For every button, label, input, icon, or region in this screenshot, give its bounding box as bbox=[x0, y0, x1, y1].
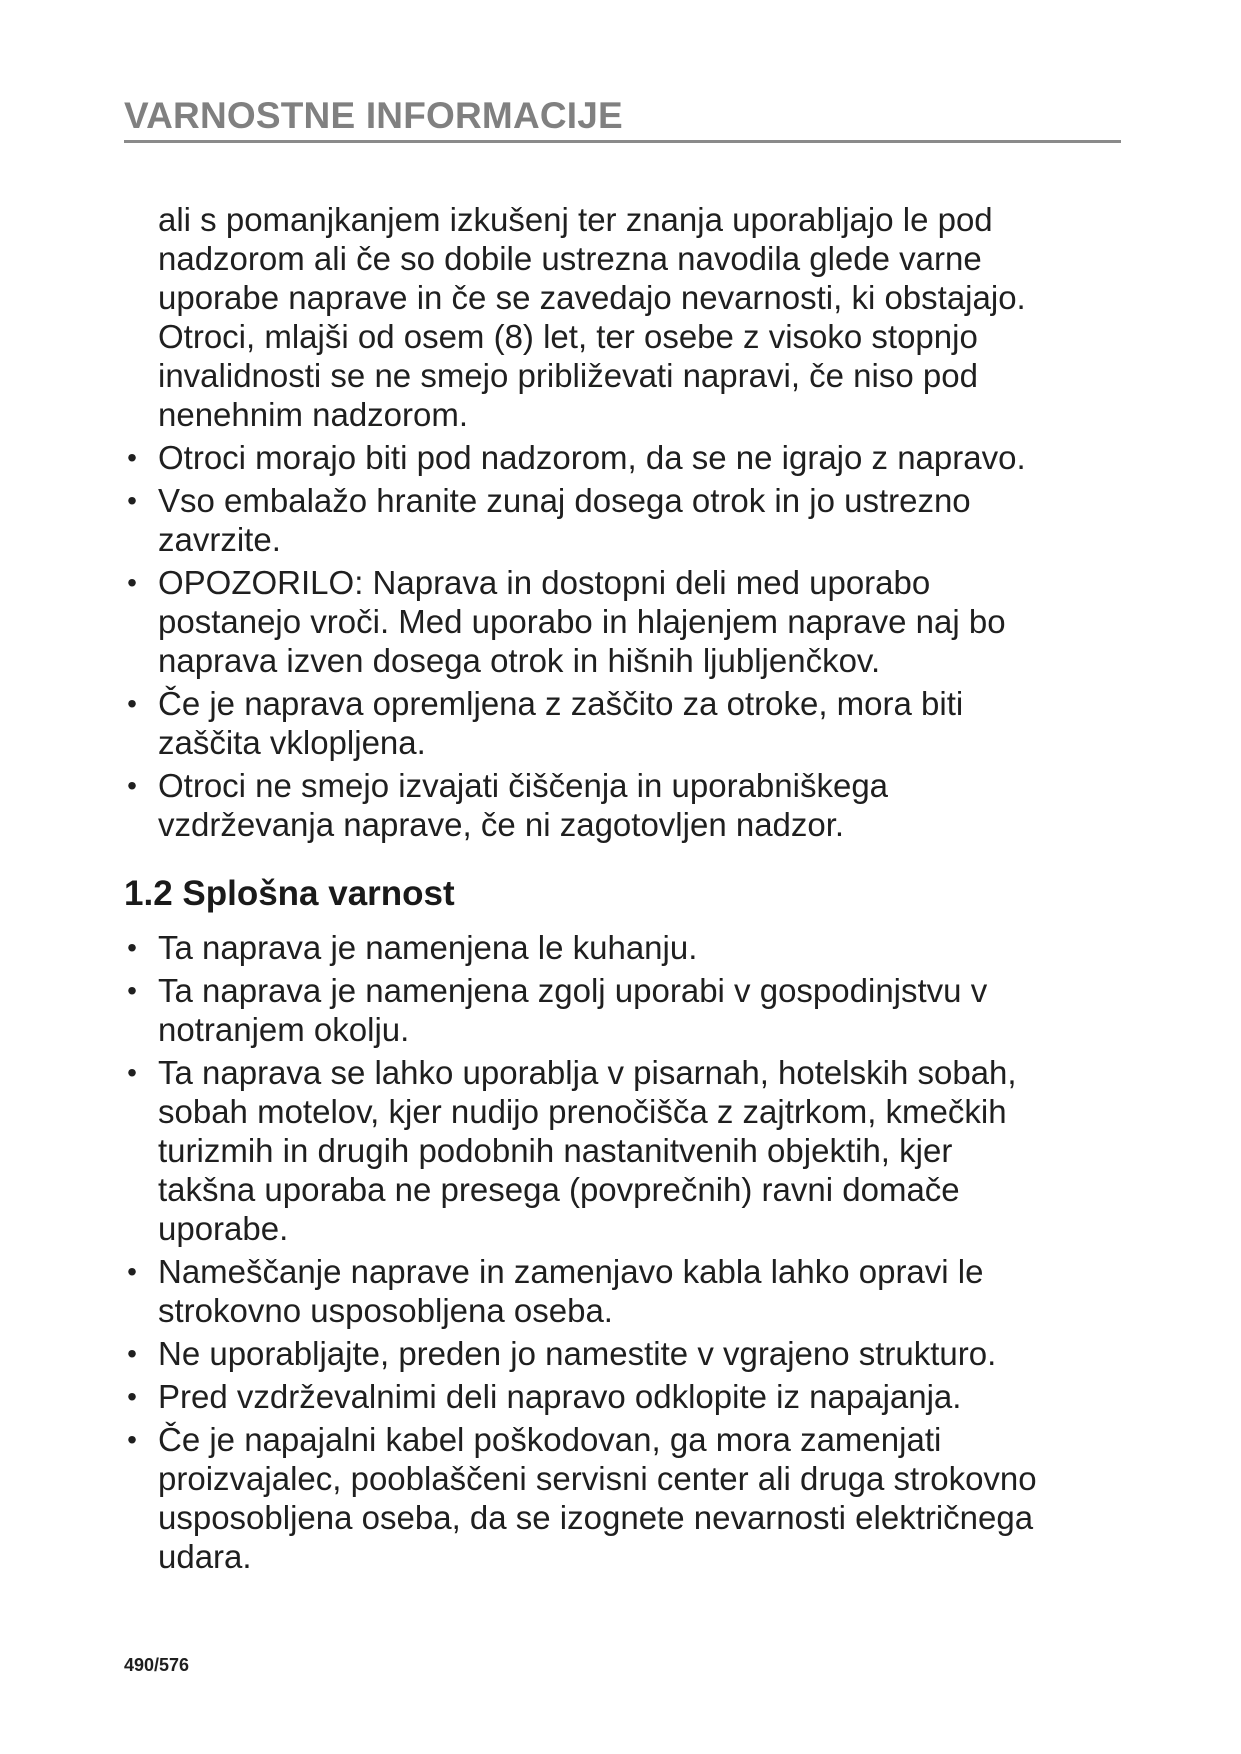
text-line: Ne uporabljajte, preden jo namestite v vgrajeno strukturo. bbox=[158, 1335, 997, 1372]
text-line: Otroci morajo biti pod nadzorom, da se ne igrajo z napravo. bbox=[158, 439, 1026, 476]
header-divider bbox=[124, 140, 1121, 143]
page-header-title: VARNOSTNE INFORMACIJE bbox=[124, 95, 623, 136]
bullet-item bbox=[124, 928, 1134, 967]
bullet-icon: • bbox=[127, 688, 137, 719]
bullet-icon: • bbox=[127, 1338, 137, 1369]
text-line: takšna uporaba ne presega (povprečnih) ravni domače bbox=[158, 1171, 960, 1208]
bullet-item bbox=[124, 684, 1134, 762]
text-line: nadzorom ali če so dobile ustrezna navodila glede varne bbox=[158, 240, 982, 277]
bullet-icon: • bbox=[127, 932, 137, 963]
bullet-item bbox=[124, 1252, 1134, 1330]
text-line: Nameščanje naprave in zamenjavo kabla lahko opravi le bbox=[158, 1253, 984, 1290]
text-line: Otroci ne smejo izvajati čiščenja in uporabniškega bbox=[158, 767, 889, 804]
text-line: zaščita vklopljena. bbox=[158, 724, 426, 761]
text-line: proizvajalec, pooblaščeni servisni center ali druga strokovno bbox=[158, 1460, 1037, 1497]
bullet-icon: • bbox=[127, 485, 137, 516]
text-line: Ta naprava je namenjena le kuhanju. bbox=[158, 929, 698, 966]
bullet-item bbox=[124, 971, 1134, 1049]
bullet-item bbox=[124, 1053, 1134, 1248]
text-line: vzdrževanja naprave, če ni zagotovljen nadzor. bbox=[158, 806, 845, 843]
text-line: sobah motelov, kjer nudijo prenočišča z zajtrkom, kmečkih bbox=[158, 1093, 1007, 1130]
bullet-icon: • bbox=[127, 1057, 137, 1088]
bullet-item bbox=[124, 766, 1134, 844]
bullet-icon: • bbox=[127, 1381, 137, 1412]
bullet-item-warning bbox=[124, 563, 1134, 680]
text-line: udara. bbox=[158, 1538, 252, 1575]
document-body bbox=[124, 200, 1134, 1580]
bullet-icon: • bbox=[127, 770, 137, 801]
text-line: Ta naprava je namenjena zgolj uporabi v gospodinjstvu v bbox=[158, 972, 988, 1009]
text-line: Otroci, mlajši od osem (8) let, ter osebe z visoko stopnjo bbox=[158, 318, 978, 355]
section-heading: 1.2 Splošna varnost bbox=[124, 874, 455, 913]
bullet-icon: • bbox=[127, 975, 137, 1006]
bullet-item bbox=[124, 481, 1134, 559]
text-line: uporabe naprave in če se zavedajo nevarnosti, ki obstajajo. bbox=[158, 279, 1026, 316]
bullet-item bbox=[124, 1420, 1134, 1576]
text-line: naprava izven dosega otrok in hišnih ljubljenčkov. bbox=[158, 642, 881, 679]
bullet-icon: • bbox=[127, 1256, 137, 1287]
text-line: Če je napajalni kabel poškodovan, ga mora zamenjati bbox=[158, 1421, 942, 1458]
text-line: OPOZORILO: Naprava in dostopni deli med uporabo bbox=[158, 564, 931, 601]
continuation-paragraph bbox=[124, 200, 1134, 434]
text-line: notranjem okolju. bbox=[158, 1011, 410, 1048]
text-line: Pred vzdrževalnimi deli napravo odklopite iz napajanja. bbox=[158, 1378, 962, 1415]
text-line: strokovno usposobljena oseba. bbox=[158, 1292, 613, 1329]
page-number: 490/576 bbox=[124, 1655, 190, 1675]
text-line: ali s pomanjkanjem izkušenj ter znanja uporabljajo le pod bbox=[158, 201, 993, 238]
bullet-item bbox=[124, 438, 1134, 477]
text-line: zavrzite. bbox=[158, 521, 281, 558]
bullet-item bbox=[124, 1334, 1134, 1373]
bullet-icon: • bbox=[127, 567, 137, 598]
text-line: invalidnosti se ne smejo približevati napravi, če niso pod bbox=[158, 357, 978, 394]
bullet-icon: • bbox=[127, 442, 137, 473]
text-line: uporabe. bbox=[158, 1210, 289, 1247]
text-line: turizmih in drugih podobnih nastanitvenih objektih, kjer bbox=[158, 1132, 953, 1169]
text-line: Vso embalažo hranite zunaj dosega otrok in jo ustrezno bbox=[158, 482, 971, 519]
text-line: Ta naprava se lahko uporablja v pisarnah, hotelskih sobah, bbox=[158, 1054, 1017, 1091]
text-line: postanejo vroči. Med uporabo in hlajenjem naprave naj bo bbox=[158, 603, 1006, 640]
text-line: usposobljena oseba, da se izognete nevarnosti električnega bbox=[158, 1499, 1034, 1536]
text-line: Če je naprava opremljena z zaščito za otroke, mora biti bbox=[158, 685, 964, 722]
bullet-icon: • bbox=[127, 1424, 137, 1455]
text-line: nenehnim nadzorom. bbox=[158, 396, 469, 433]
bullet-item bbox=[124, 1377, 1134, 1416]
